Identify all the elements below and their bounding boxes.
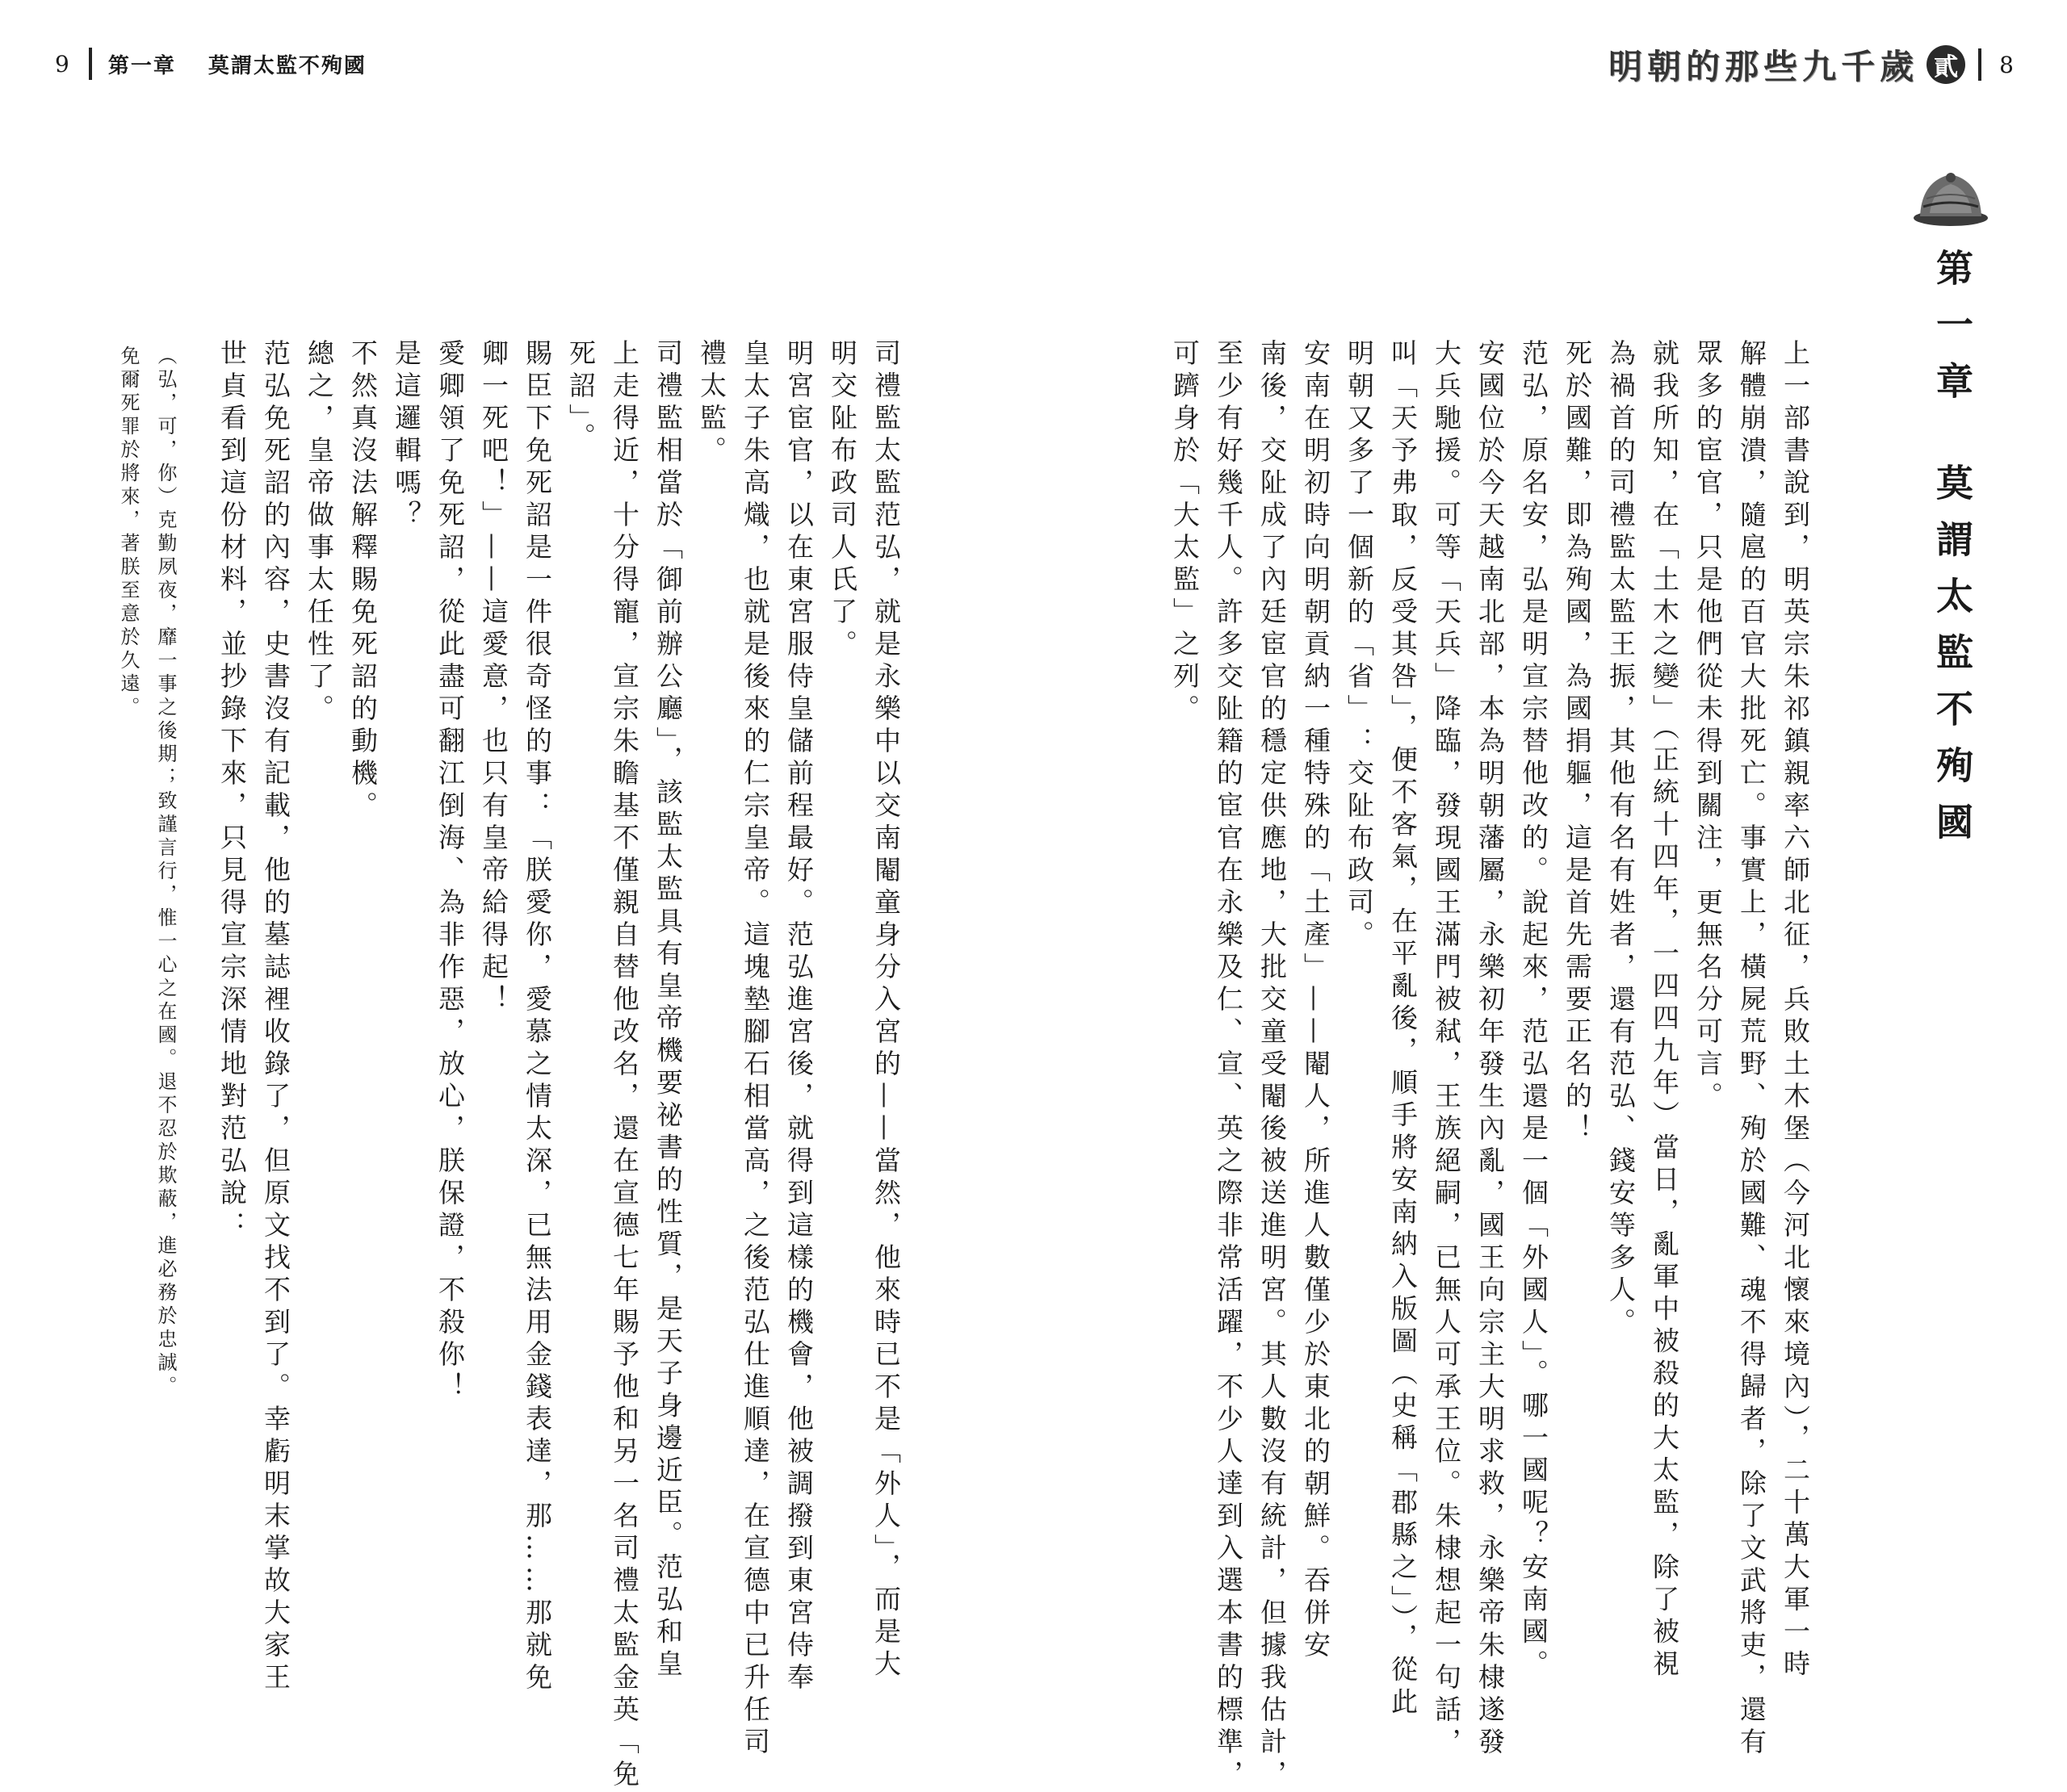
right-page-column: 范弘，原名安，弘是明宣宗替他改的。說起來，范弘還是一個「外國人」。哪一國呢？安南國。 (1518, 339, 1549, 1682)
right-page-column: 南後，交阯成了內廷宦官的穩定供應地，大批交童受閹後被送進明宮。其人數沒有統計，但據我估計， (1256, 339, 1288, 1792)
right-page-column: 上一部書說到，明英宗朱祁鎮親率六師北征，兵敗土木堡（今河北懷來境內），二十萬大軍一時 (1780, 339, 1811, 1682)
right-page-column: 為禍首的司禮監太監王振，其他有名有姓者，還有范弘、錢安等多人。 (1605, 339, 1637, 1340)
right-page-column: 眾多的宦官，只是他們從未得到關注，更無名分可言。 (1692, 339, 1724, 1114)
header-chapter-title: 莫謂太監不殉國 (208, 53, 367, 78)
header-chapter-label: 第一章 (107, 53, 176, 78)
right-page-column: 安國位於今天越南北部，本為明朝藩屬，永樂初年發生內亂，國王向宗主大明求救，永樂帝朱棣遂發 (1474, 339, 1506, 1760)
left-page-column: 世貞看到這份材料，並抄錄下來，只見得宣宗深情地對范弘說： (216, 339, 248, 1243)
left-page-column: 司禮監相當於「御前辦公廳」，該監太監具有皇帝機要祕書的性質，是天子身邊近臣。范弘和皇 (652, 339, 684, 1682)
left-page-column: 范弘免死詔的內容，史書沒有記載，他的墓誌裡收錄了，但原文找不到了。幸虧明末掌故大家王 (260, 339, 291, 1695)
left-page-column: 明交阯布政司人氏了。 (827, 339, 858, 662)
left-page-column: 是這邏輯嗎？ (391, 339, 422, 533)
left-page-column: 司禮監太監范弘，就是永樂中以交南閹童身分入宮的——當然，他來時已不是「外人」，而是大 (870, 339, 902, 1682)
right-page-column: 安南在明初時向明朝貢納一種特殊的「土產」——閹人，所進人數僅少於東北的朝鮮。吞併安 (1300, 339, 1331, 1663)
left-page-column: 禮太監。 (696, 339, 727, 468)
running-header-left (55, 45, 367, 82)
right-page-column: 至少有好幾千人。許多交阯籍的宦官在永樂及仁、宣、英之際非常活躍，不少人達到入選本書的標準， (1213, 339, 1244, 1792)
header-divider-right (1978, 48, 1981, 81)
header-divider-left (89, 48, 92, 80)
right-page-column: 解體崩潰，隨扈的百官大批死亡。事實上，橫屍荒野、殉於國難、魂不得歸者，除了文武將吏，還有 (1736, 339, 1767, 1760)
chapter-number-heading: 第一章 (1931, 249, 1974, 418)
running-header-right (1608, 42, 2014, 87)
page-number-right: 8 (1999, 51, 2014, 78)
left-page-column: 不然真沒法解釋賜免死詔的動機。 (347, 339, 379, 823)
left-page-column: 卿一死吧！」——這愛意，也只有皇帝給得起！ (478, 339, 509, 1017)
right-page-column: 大兵馳援。可等「天兵」降臨，發現國王滿門被弒，王族絕嗣，已無人可承王位。朱棣想起一句話， (1431, 339, 1462, 1760)
right-page-column: 死於國難，即為殉國，為國捐軀，這是首先需要正名的！ (1562, 339, 1593, 1146)
left-page-column: 明宮宦官，以在東宮服侍皇儲前程最好。范弘進宮後，就得到這樣的機會，他被調撥到東宮侍奉 (783, 339, 815, 1695)
right-page-column: 就我所知，在「土木之變」（正統十四年，一四四九年）當日，亂軍中被殺的大太監，除了被視 (1649, 339, 1680, 1682)
right-page-column: 叫「天予弗取，反受其咎」，便不客氣，在平亂後，順手將安南納入版圖（史稱「郡縣之」），從此 (1387, 339, 1419, 1720)
left-page-column: 皇太子朱高熾，也就是後來的仁宗皇帝。這塊墊腳石相當高，之後范弘仕進順達，在宣德中已升任司 (740, 339, 771, 1760)
imperial-hat-icon (1912, 166, 1989, 228)
right-page-column: 可躋身於「大太監」之列。 (1169, 339, 1201, 726)
book-title: 明朝的那些九千歲 (1608, 47, 1919, 86)
left-page-column: 上走得近，十分得寵，宣宗朱瞻基不僅親自替他改名，還在宣德七年賜予他和另一名司禮太監金英「免 (609, 339, 640, 1792)
volume-badge: 貳 (1927, 45, 1965, 84)
quote-column: （弘，可，你）克勤夙夜，靡一事之後期；致謹言行，惟一心之在國。退不忍於欺蔽，進必務於忠誠。 (154, 345, 177, 1399)
quote-column: 免爾死罪於將來，著朕至意於久遠。 (117, 345, 140, 720)
right-page-column: 明朝又多了一個新的「省」：交阯布政司。 (1344, 339, 1375, 953)
left-page-column: 賜臣下免死詔是一件很奇怪的事：「朕愛你，愛慕之情太深，已無法用金錢表達，那……那就免 (522, 339, 553, 1695)
page-number-left: 9 (55, 50, 71, 77)
left-page-column: 死詔」。 (565, 339, 597, 455)
left-page-column: 總之，皇帝做事太任性了。 (304, 339, 335, 726)
chapter-title-heading: 莫謂太監不殉國 (1931, 463, 1974, 859)
chapter-heading (1928, 249, 1977, 859)
left-page-column: 愛卿領了免死詔，從此盡可翻江倒海、為非作惡，放心，朕保證，不殺你！ (434, 339, 466, 1405)
